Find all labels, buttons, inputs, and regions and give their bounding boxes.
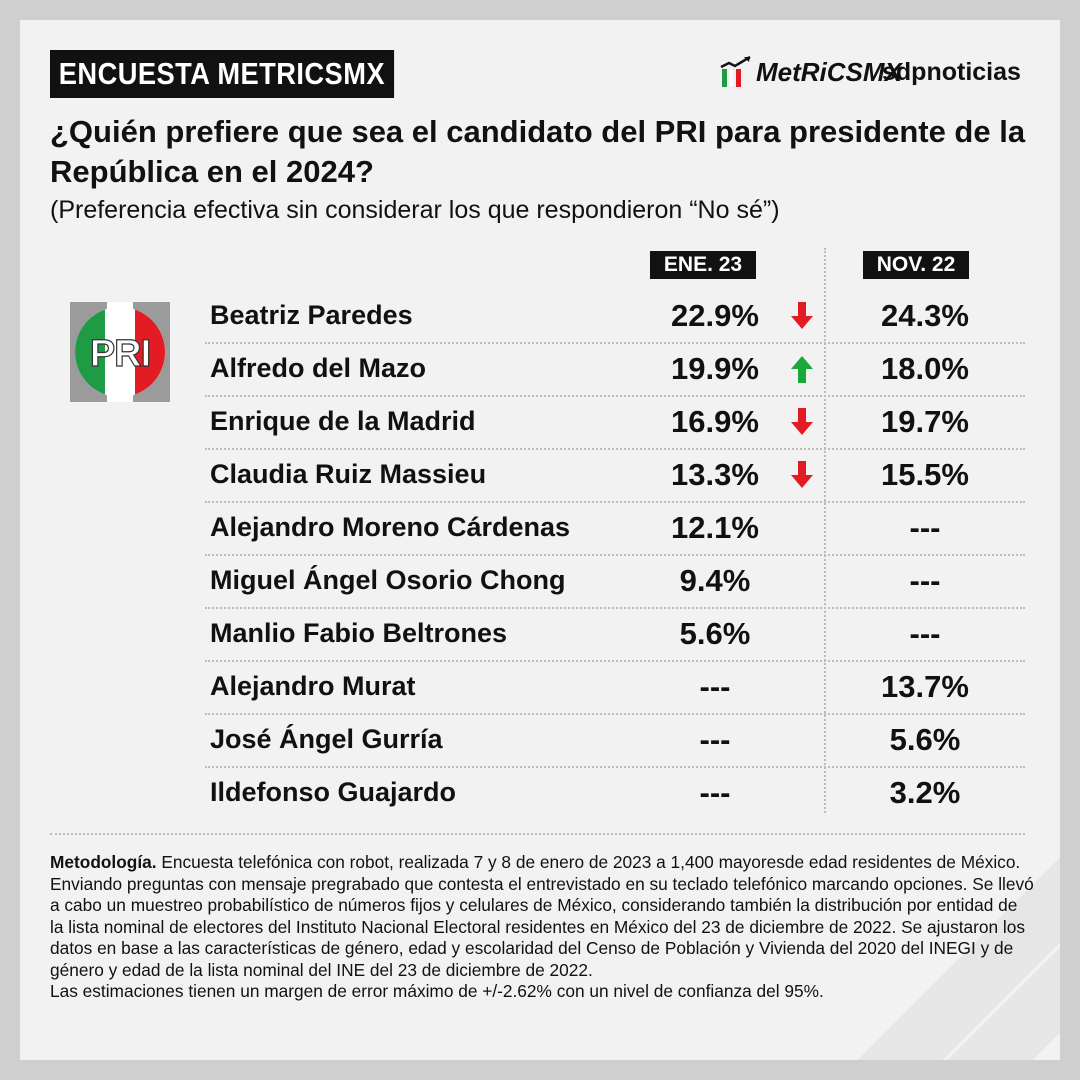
survey-badge: ENCUESTA METRICSMX xyxy=(50,50,394,98)
table-row xyxy=(205,395,1025,450)
arrow-down-icon xyxy=(790,408,814,436)
value-nov22: 13.7% xyxy=(881,669,969,704)
value-nov22: --- xyxy=(909,563,941,598)
candidate-name: José Ángel Gurría xyxy=(210,724,443,754)
table-row xyxy=(205,342,1025,397)
value-nov22: --- xyxy=(909,510,941,545)
table-row xyxy=(205,766,1025,819)
column-header-nov22: NOV. 22 xyxy=(863,251,969,279)
table-row xyxy=(205,448,1025,503)
chart-title: ¿Quién prefiere que sea el candidato del PRI para presidente de la República en el 2024? xyxy=(50,114,1026,189)
value-ene23: 16.9% xyxy=(671,404,759,439)
sdpnoticias-logo: sdpnoticias xyxy=(882,58,1021,86)
table-row xyxy=(205,607,1025,662)
table-row xyxy=(205,554,1025,609)
pri-party-logo xyxy=(70,302,170,407)
table-row xyxy=(205,660,1025,715)
value-ene23: 22.9% xyxy=(671,298,759,333)
metricsmx-logo xyxy=(720,52,902,92)
table-row xyxy=(205,289,1025,344)
value-nov22: 18.0% xyxy=(881,351,969,386)
column-header-ene23: ENE. 23 xyxy=(650,251,756,279)
value-ene23: --- xyxy=(699,775,731,810)
margin-of-error-text: Las estimaciones tienen un margen de error máximo de +/-2.62% con un nivel de confianza del 95%. xyxy=(50,981,824,1001)
value-ene23: 13.3% xyxy=(671,457,759,492)
candidate-name: Enrique de la Madrid xyxy=(210,406,476,436)
value-nov22: 5.6% xyxy=(889,722,961,757)
table-row xyxy=(205,501,1025,556)
pri-logo-text: PRI xyxy=(89,333,151,375)
candidate-name: Claudia Ruiz Massieu xyxy=(210,459,487,489)
candidate-name: Ildefonso Guajardo xyxy=(210,777,457,807)
value-nov22: 19.7% xyxy=(881,404,969,439)
candidate-name: Alfredo del Mazo xyxy=(210,353,427,383)
candidate-name: Manlio Fabio Beltrones xyxy=(210,618,508,648)
value-ene23: 9.4% xyxy=(679,563,751,598)
arrow-up-icon xyxy=(790,355,814,383)
table-row xyxy=(205,713,1025,768)
chart-subtitle: (Preferencia efectiva sin considerar los que respondieron “No sé”) xyxy=(50,196,780,224)
section-divider xyxy=(50,833,1025,835)
arrow-down-icon xyxy=(790,461,814,489)
value-ene23: --- xyxy=(699,669,731,704)
methodology-label: Metodología. xyxy=(50,852,157,872)
arrow-down-icon xyxy=(790,302,814,330)
metricsmx-logo-text: MetRiCSMX xyxy=(756,56,902,87)
infographic-card xyxy=(20,20,1060,1060)
value-nov22: --- xyxy=(909,616,941,651)
value-nov22: 24.3% xyxy=(881,298,969,333)
candidate-name: Alejandro Moreno Cárdenas xyxy=(210,512,571,542)
methodology-text: Encuesta telefónica con robot, realizada 7 y 8 de enero de 2023 a 1,400 mayoresde edad residentes de México. Enviando preguntas con mensaje pregrabado que contesta el entrevistado en su teclado telefónico marcando opciones. Se llevó a cabo un muestreo probabilístico de números fijos y celulares de México, considerando también la distribución por entidad de la lista nominal de electores del Instituto Nacional Electoral residentes en México del 23 de diciembre de 2022. Se ajustaron los datos en base a las características de género, edad y escolaridad del Censo de Población y Vivienda del 2020 del INEGI y de género y edad de la lista nominal del INE del 23 de diciembre de 2022. xyxy=(50,852,1034,980)
value-nov22: 3.2% xyxy=(889,775,961,810)
candidate-name: Beatriz Paredes xyxy=(210,300,413,330)
methodology-note xyxy=(50,852,1035,1003)
value-ene23: --- xyxy=(699,722,731,757)
value-nov22: 15.5% xyxy=(881,457,969,492)
value-ene23: 19.9% xyxy=(671,351,759,386)
value-ene23: 5.6% xyxy=(679,616,751,651)
value-ene23: 12.1% xyxy=(671,510,759,545)
candidate-name: Miguel Ángel Osorio Chong xyxy=(210,565,566,595)
chart-trend-icon xyxy=(720,55,754,89)
candidate-name: Alejandro Murat xyxy=(210,671,416,701)
